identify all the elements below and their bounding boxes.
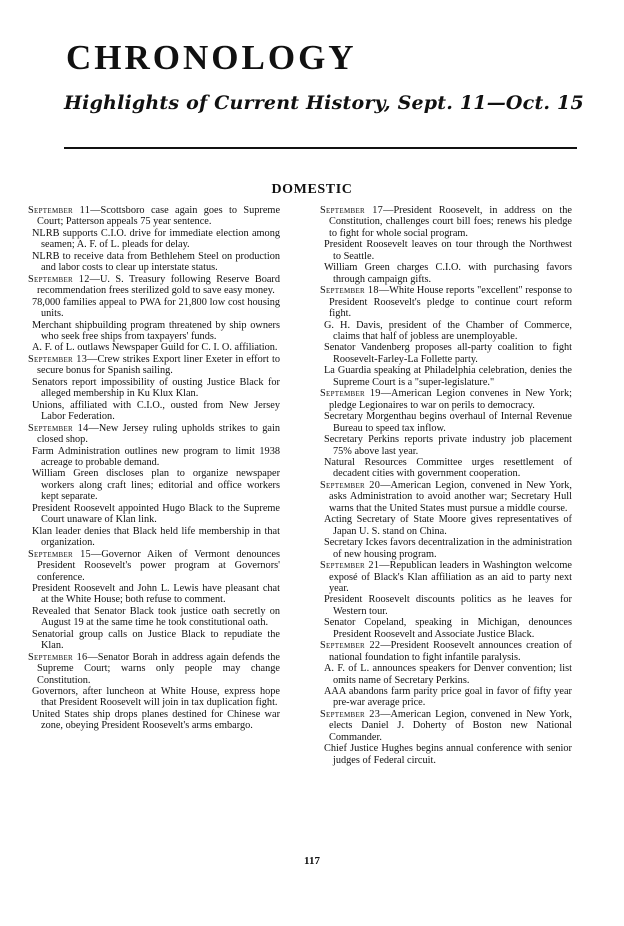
entry [32, 297, 280, 320]
entry-text: American Legion, convened in New York, asks Administration to avoid another war; Secretary Hull warns that the United States must pursue a middle course. [329, 479, 573, 514]
entry [32, 583, 280, 606]
date-separator: — [380, 388, 392, 400]
dated-entry [320, 285, 572, 319]
entry-text: United States ship drops planes destined for Chinese war zone, obeying President Roosevelt's arms embargo. [32, 708, 280, 732]
entry-text: Acting Secretary of State Moore gives representatives of Japan U. S. stand on China. [324, 514, 572, 537]
entry [324, 457, 572, 480]
entry-text: A. F. of L. outlaws Newspaper Guild for C. I. O. affiliation. [32, 342, 278, 354]
entry-text: President Roosevelt discounts politics as he leaves for Western tour. [324, 594, 572, 617]
entry-text: AAA abandons farm parity price goal in favor of fifty year pre-war average price. [324, 686, 572, 709]
entry-text: Secretary Morgenthau begins overhaul of Internal Revenue Bureau to speed tax inflow. [324, 411, 572, 434]
date-separator: — [91, 548, 102, 560]
entry [32, 342, 280, 353]
entry-date: September 16 [28, 651, 88, 663]
date-separator: — [90, 205, 101, 216]
entry-text: La Guardia speaking at Philadelphia celebration, denies the Supreme Court is a "super-legislature." [324, 365, 572, 388]
entry-text: Scottsboro case again goes to Supreme Court; Patterson appeals 75 year sentence. [37, 205, 281, 228]
entry-text: White House reports "excellent" response to President Roosevelt's pledge to continue court reform fight. [329, 285, 572, 320]
entry [32, 503, 280, 526]
entry-date: September 22 [320, 640, 381, 652]
date-separator: — [383, 205, 394, 216]
entry-text: Farm Administration outlines new program to limit 1938 acreage to probable demand. [32, 445, 280, 468]
entry-text: Secretary Perkins reports private industry job placement 75% above last year. [324, 434, 572, 457]
entry [32, 228, 280, 251]
entry [324, 434, 572, 457]
entry-text: William Green charges C.I.O. with purchasing favors through campaign gifts. [324, 262, 572, 285]
section-heading: DOMESTIC [271, 182, 353, 197]
entry-text: American Legion convenes in New York; pledge Legionaires to war on perils to democracy. [329, 388, 572, 411]
entry-text: Klan leader denies that Black held life membership in that organization. [32, 525, 280, 549]
entry-text: A. F. of L. announces speakers for Denver convention; list omits name of Secretary Perkins. [324, 663, 572, 686]
dated-entry [320, 205, 572, 239]
entry-text: U. S. Treasury following Reserve Board recommendation frees sterilized gold to save easy money. [37, 273, 280, 297]
entry-text: New Jersey ruling upholds strikes to gain closed shop. [37, 422, 280, 446]
entry-text: Senator Vandenberg proposes all-party coalition to fight Roosevelt-Farley-La Follette party. [324, 342, 572, 365]
entry [32, 468, 280, 502]
entry [32, 320, 280, 343]
page-title: CHRONOLOGY [66, 38, 357, 77]
entry-text: Revealed that Senator Black took justice oath secretly on August 19 at the same time he took constitutional oath. [32, 605, 280, 629]
date-separator: — [379, 560, 390, 572]
entry [324, 239, 572, 262]
dated-entry [28, 549, 280, 583]
entry [32, 629, 280, 652]
date-separator: — [87, 651, 98, 663]
entry [32, 686, 280, 709]
page-subtitle: Highlights of Current History, Sept. 11—Oct. 15 [64, 92, 584, 114]
entry [32, 251, 280, 274]
entry [324, 743, 572, 766]
entry-text: President Roosevelt leaves on tour through the Northwest to Seattle. [324, 239, 572, 262]
entry-text: Governors, after luncheon at White House, express hope that President Roosevelt will join in tax duplication fight. [32, 686, 280, 709]
entry [32, 709, 280, 732]
entry-date: September 18 [320, 285, 379, 297]
date-separator: — [380, 708, 391, 720]
dated-entry [28, 423, 280, 446]
entry-date: September 13 [28, 353, 88, 365]
entry [32, 400, 280, 423]
entry-text: Senators report impossibility of ousting Justice Black for alleged membership in Ku Klux Klan. [32, 376, 280, 400]
entry [324, 411, 572, 434]
dated-entry [320, 640, 572, 663]
entry-date: September 17 [320, 205, 384, 216]
entry [324, 365, 572, 388]
dated-entry [28, 205, 280, 228]
entry-date: September 14 [28, 422, 89, 434]
entry-text: G. H. Davis, president of the Chamber of Commerce, claims that half of jobless are unemployable. [324, 319, 572, 342]
entry-text: NLRB to receive data from Bethlehem Steel on production and labor costs to clear up interstate status. [32, 250, 280, 274]
dated-entry [28, 652, 280, 686]
date-separator: — [380, 479, 391, 491]
entry-text: Crew strikes Export liner Exeter in effort to secure bonus for Spanish sailing. [37, 353, 280, 377]
dated-entry [28, 274, 280, 297]
entry-text: William Green discloses plan to organize newspaper workers along craft lines; editorial and office workers kept separate. [32, 468, 280, 503]
date-separator: — [378, 285, 390, 297]
entry [324, 663, 572, 686]
entry-text: Senatorial group calls on Justice Black to repudiate the Klan. [32, 628, 280, 652]
dated-entry [320, 709, 572, 743]
entry-date: September 12 [28, 273, 90, 285]
entry-text: Secretary Ickes favors decentralization in the administration of new housing program. [324, 537, 572, 560]
entry [324, 617, 572, 640]
date-separator: — [380, 640, 391, 652]
dated-entry [28, 354, 280, 377]
entry-text: Unions, affiliated with C.I.O., ousted from New Jersey Labor Federation. [32, 399, 280, 423]
entry-text: Senator Copeland, speaking in Michigan, denounces President Roosevelt and Associate Justice Black. [324, 617, 572, 640]
entry-text: NLRB supports C.I.O. drive for immediate election among seamen; A. F. of L. pleads for delay. [32, 227, 280, 251]
left-column [28, 205, 280, 732]
dated-entry [320, 560, 572, 594]
entry-text: President Roosevelt, in address on the Constitution, challenges court bill foes; renews his pledge to fight for whole social program. [329, 205, 573, 239]
date-separator: — [89, 273, 100, 285]
entry [324, 594, 572, 617]
entry-date: September 20 [320, 479, 381, 491]
entry-date: September 15 [28, 548, 92, 560]
entry-text: Merchant shipbuilding program threatened by ship owners who seek free ships from taxpayers' funds. [32, 319, 280, 342]
entry [324, 342, 572, 365]
entry-text: Republican leaders in Washington welcome exposé of Black's Klan affiliation as an aid to party next year. [329, 560, 572, 594]
entry [32, 446, 280, 469]
entry-text: President Roosevelt appointed Hugo Black to the Supreme Court unaware of Klan link. [32, 502, 280, 526]
entry [324, 686, 572, 709]
dated-entry [320, 480, 572, 514]
entry-date: September 23 [320, 708, 381, 720]
entry-date: September 21 [320, 560, 380, 572]
entry [324, 262, 572, 285]
entry [32, 377, 280, 400]
entry [324, 537, 572, 560]
entry-text: Chief Justice Hughes begins annual conference with senior judges of Federal circuit. [324, 743, 572, 766]
date-separator: — [88, 422, 99, 434]
entry-text: Governor Aiken of Vermont denounces President Roosevelt's power program at Governors' conference. [37, 548, 280, 583]
entry-text: President Roosevelt and John L. Lewis have pleasant chat at the White House; both refuse to comment. [32, 582, 280, 606]
entry [32, 606, 280, 629]
right-column [320, 205, 572, 766]
entry-text: 78,000 families appeal to PWA for 21,800 low cost housing units. [32, 296, 280, 320]
entry-text: American Legion, convened in New York, elects Daniel J. Doherty of Boston new National Commander. [329, 708, 573, 743]
entry-text: Senator Borah in address again defends the Supreme Court; warns only people may change Constitution. [37, 651, 280, 686]
dated-entry [320, 388, 572, 411]
entry [32, 526, 280, 549]
entry-date: September 11 [28, 205, 91, 216]
entry-text: Natural Resources Committee urges resettlement of decadent cities with government cooperation. [324, 456, 572, 480]
header-rule [64, 147, 577, 149]
page-number: 117 [304, 855, 320, 867]
entry-text: President Roosevelt announces creation of national foundation to fight infantile paralysis. [329, 640, 572, 663]
entry-date: September 19 [320, 388, 381, 400]
entry [324, 514, 572, 537]
date-separator: — [87, 353, 98, 365]
entry [324, 320, 572, 343]
